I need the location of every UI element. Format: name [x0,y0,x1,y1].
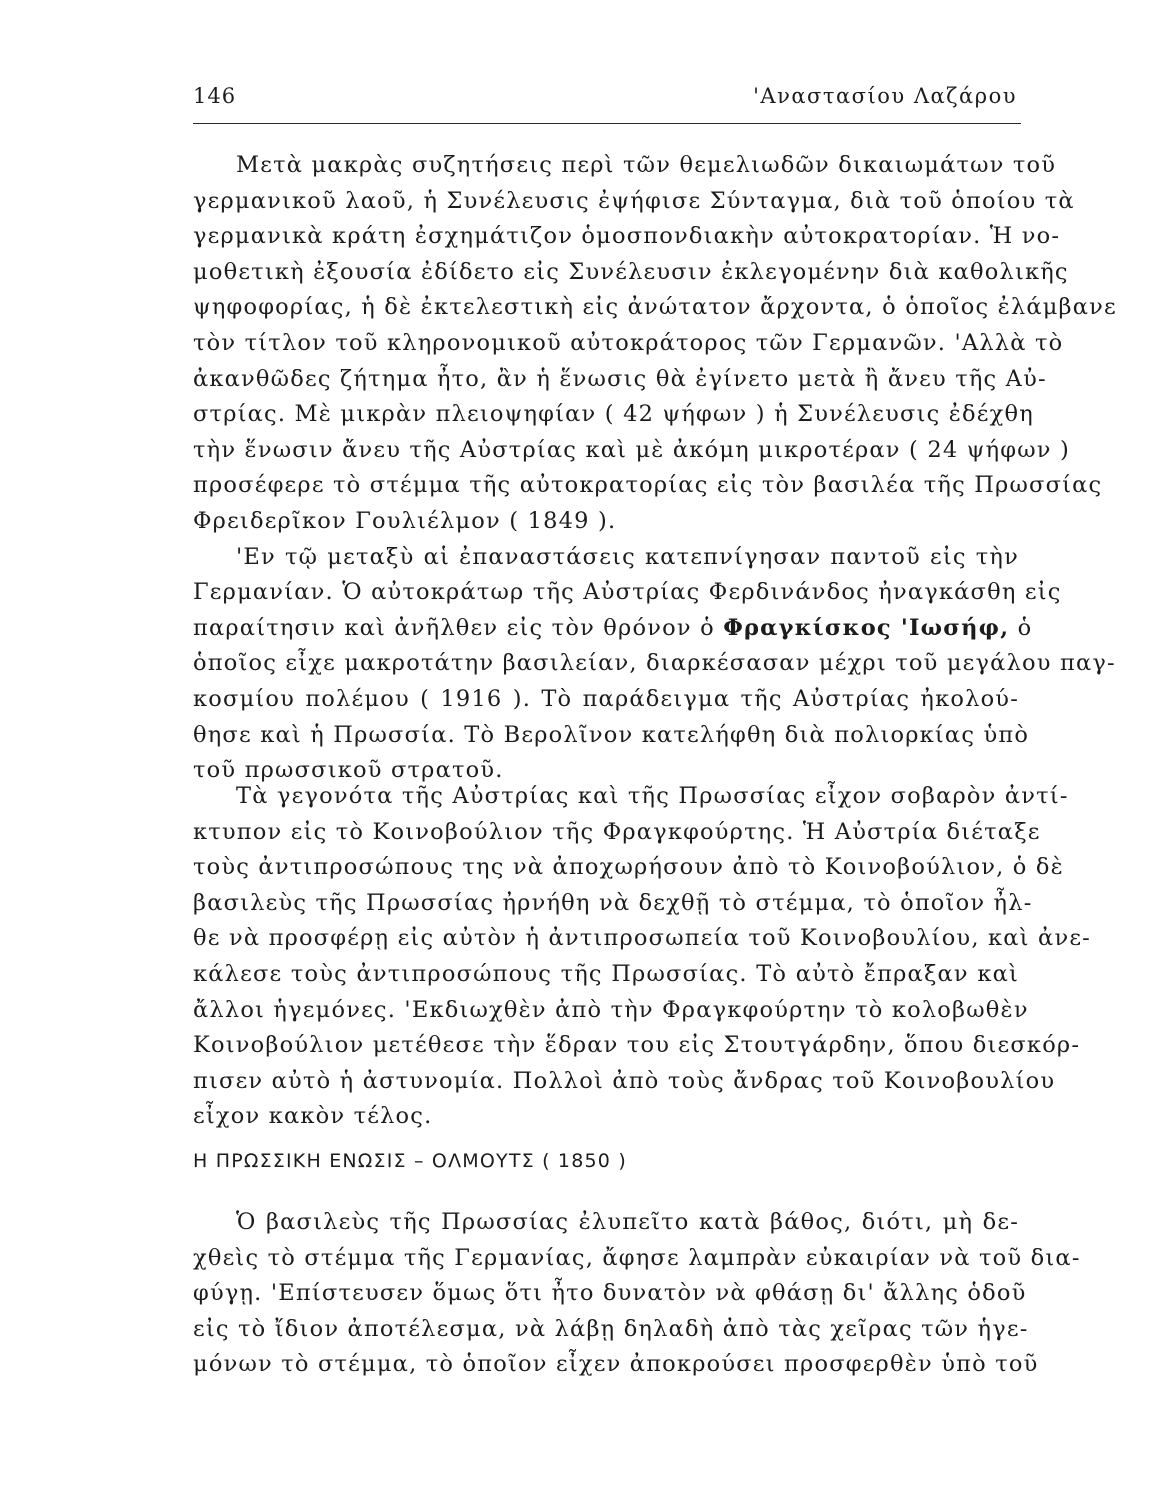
text-line: βασιλεὺς τῆς Πρωσσίας ἠρνήθη νὰ δεχθῇ τὸ στέμμα, τὸ ὁποῖον ἦλ- [193,889,1033,916]
text-line: κάλεσε τοὺς ἀντιπροσώπους τῆς Πρωσσίας. Τὸ αὐτὸ ἔπραξαν καὶ [193,960,1019,987]
text-line: τοὺς ἀντιπροσώπους της νὰ ἀποχωρήσουν ἀπὸ τὸ Κοινοβούλιον, ὁ δὲ [193,854,1064,881]
section-paragraph [193,1205,1081,1383]
paragraph-3 [193,779,1091,1135]
text-line: τὴν ἕνωσιν ἄνευ τῆς Αὐστρίας καὶ μὲ ἀκόμη μικροτέραν ( 24 ψήφων ) [193,436,1070,463]
text-line: Ὁ βασιλεὺς τῆς Πρωσσίας ἐλυπεῖτο κατὰ βάθος, διότι, μὴ δε- [236,1209,1019,1235]
text-line: κτυπον εἰς τὸ Κοινοβούλιον τῆς Φραγκφούρτης. Ἡ Αὐστρία διέταξε [193,818,1041,845]
section-body-text [193,1205,1081,1383]
text-line: Κοινοβούλιον μετέθεσε τὴν ἕδραν του εἰς Στουτγάρδην, ὅπου διεσκόρ- [193,1032,1081,1059]
text-line: προσέφερε τὸ στέμμα τῆς αὐτοκρατορίας εἰς τὸν βασιλέα τῆς Πρωσσίας [193,472,1103,499]
paragraph-1 [193,148,1117,540]
section-heading: Η ΠΡΩΣΣΙΚΗ ΕΝΩΣΙΣ – ΟΛΜΟΥΤΣ ( 1850 ) [193,1150,627,1172]
text-line: εἶχον κακὸν τέλος. [193,1103,433,1130]
text-line: κοσμίου πολέμου ( 1916 ). Τὸ παράδειγμα τῆς Αὐστρίας ἠκολού- [193,685,1019,712]
text-line: γερμανικὰ κράτη ἐσχημάτιζον ὁμοσπονδιακὴν αὐτοκρατορίαν. Ἡ νο- [193,223,1061,250]
text-line: φύγῃ. 'Επίστευσεν ὅμως ὅτι ἦτο δυνατὸν νὰ φθάσῃ δι' ἄλλης ὁδοῦ [193,1280,1027,1307]
text-line: εἰς τὸ ἴδιον ἀποτέλεσμα, νὰ λάβῃ δηλαδὴ ἀπὸ τὰς χεῖρας τῶν ἡγε- [193,1315,1029,1342]
text-line: θε νὰ προσφέρῃ εἰς αὐτὸν ἡ ἀντιπροσωπεία τοῦ Κοινοβουλίου, καὶ ἀνε- [193,925,1091,952]
text-line: ἀκανθῶδες ζήτημα ἦτο, ἂν ἡ ἕνωσις θὰ ἐγίνετο μετὰ ἢ ἄνευ τῆς Αὐ- [193,365,1047,392]
body-text-continued [193,779,1091,1135]
text-line: ψηφοφορίας, ἡ δὲ ἐκτελεστικὴ εἰς ἀνώτατον ἄρχοντα, ὁ ὁποῖος ἐλάμβανε [193,294,1117,321]
text-line: μοθετικὴ ἐξουσία ἐδίδετο εἰς Συνέλευσιν ἐκλεγομένην διὰ καθολικῆς [193,258,1069,285]
text-line: Φρειδερῖκον Γουλιέλμον ( 1849 ). [193,507,617,534]
text-line: ὁποῖος εἶχε μακροτάτην βασιλείαν, διαρκέσασαν μέχρι τοῦ μεγάλου παγ- [193,650,1116,677]
text-line: 'Εν τῷ μεταξὺ αἱ ἐπαναστάσεις κατεπνίγησαν παντοῦ εἰς τὴν [236,543,1019,570]
bold-name-franz-joseph: Φραγκίσκος 'Ιωσήφ, [723,614,1010,641]
text-line-with-bold-name [193,611,1033,647]
text-line: Γερμανίαν. Ὁ αὐτοκράτωρ τῆς Αὐστρίας Φερδινάνδος ἠναγκάσθη εἰς [193,579,1062,606]
text-line: τοῦ πρωσσικοῦ στρατοῦ. [193,757,504,784]
text-line: χθεὶς τὸ στέμμα τῆς Γερμανίας, ἄφησε λαμπρὰν εὐκαιρίαν νὰ τοῦ δια- [193,1244,1081,1271]
text-line-end: ὁ [1017,614,1033,641]
text-line: μόνων τὸ στέμμα, τὸ ὁποῖον εἶχεν ἀποκρούσει προσφερθὲν ὑπὸ τοῦ [193,1351,1039,1378]
text-line: ἄλλοι ἡγεμόνες. 'Εκδιωχθὲν ἀπὸ τὴν Φραγκφούρτην τὸ κολοβωθὲν [193,996,1029,1023]
text-line: πισεν αὐτὸ ἡ ἀστυνομία. Πολλοὶ ἀπὸ τοὺς ἄνδρας τοῦ Κοινοβουλίου [193,1067,1056,1094]
running-title: 'Αναστασίου Λαζάρου [753,84,1017,108]
text-line: Τὰ γεγονότα τῆς Αὐστρίας καὶ τῆς Πρωσσίας εἶχον σοβαρὸν ἀντί- [236,783,1069,809]
text-line: Μετὰ μακρὰς συζητήσεις περὶ τῶν θεμελιωδῶν δικαιωμάτων τοῦ [236,152,1057,178]
text-line: γερμανικοῦ λαοῦ, ἡ Συνέλευσις ἐψήφισε Σύνταγμα, διὰ τοῦ ὁποίου τὰ [193,187,1075,214]
text-line-start: παραίτησιν καὶ ἀνῆλθεν εἰς τὸν θρόνον ὁ [193,614,715,641]
paragraph-2 [193,540,1116,789]
text-line: στρίας. Μὲ μικρὰν πλειοψηφίαν ( 42 ψήφων ) ἡ Συνέλευσις ἐδέχθη [193,401,1034,428]
page-number: 146 [193,84,237,108]
running-head [193,84,1021,124]
header-rule [193,123,1021,124]
text-line: θησε καὶ ἡ Πρωσσία. Τὸ Βερολῖνον κατελήφθη διὰ πολιορκίας ὑπὸ [193,721,1030,748]
body-text [193,148,1117,789]
text-line: τὸν τίτλον τοῦ κληρονομικοῦ αὐτοκράτορος τῶν Γερμανῶν. 'Αλλὰ τὸ [193,329,1064,356]
